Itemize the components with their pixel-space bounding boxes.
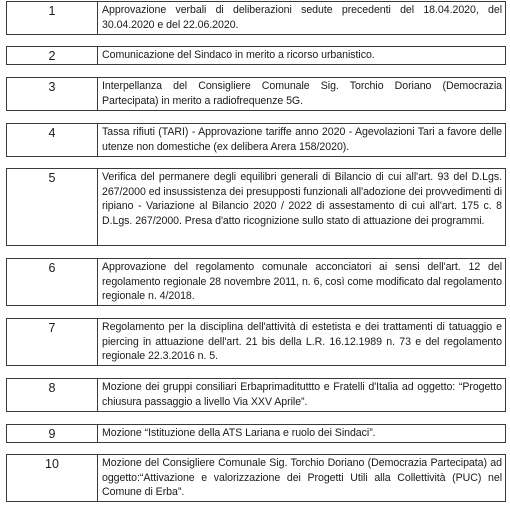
- agenda-item-text: Regolamento per la disciplina dell'attività di estetista e dei trattamenti di tatuaggio e piercing in attuazione dell'art. 21 bis della L.R. 16.12.1989 n. 73 e del regolamento regionale 22.3.2016 n. 5.: [102, 321, 502, 362]
- agenda-item-number: 4: [7, 124, 98, 156]
- agenda-item-text: Verifica del permanere degli equilibri generali di Bilancio di cui all'art. 93 del D.Lgs. 267/2000 ed insussistenza dei presupposti funzionali all'adozione dei provvedimenti di ripiano - Variazione al Bilancio 2020 / 2022 di assestamento di cui all'art. 175 c. 8 D.Lgs. 267/2000. Presa d'atto ricognizione sullo stato di attuazione dei programmi.: [102, 171, 502, 227]
- agenda-item-number: 1: [7, 2, 98, 34]
- agenda-item-6: [6, 258, 506, 306]
- agenda-item-1: [6, 1, 506, 35]
- agenda-item-text: Approvazione del regolamento comunale acconciatori ai sensi dell'art. 12 del regolamento regionale 28 novembre 2011, n. 6, così come modificato dal regolamento regionale n. 4/2018.: [102, 261, 502, 302]
- agenda-item-text: Interpellanza del Consigliere Comunale Sig. Torchio Doriano (Democrazia Partecipata) in merito a radiofrequenze 5G.: [102, 80, 502, 107]
- agenda-item-number: 3: [7, 78, 98, 110]
- agenda-item-3: [6, 77, 506, 111]
- agenda-item-text: Mozione “Istituzione della ATS Lariana e ruolo dei Sindaci”.: [102, 427, 376, 439]
- agenda-item-7: [6, 318, 506, 366]
- agenda-item-4: [6, 123, 506, 157]
- agenda-item-5: [6, 168, 506, 246]
- agenda-item-8: [6, 378, 506, 412]
- agenda-list: [6, 0, 506, 502]
- agenda-item-number: 8: [7, 379, 98, 411]
- agenda-item-text: Tassa rifiuti (TARI) - Approvazione tariffe anno 2020 - Agevolazioni Tari a favore delle utenze non domestiche (ex delibera Arera 158/2020).: [102, 126, 502, 153]
- agenda-item-number: 6: [7, 259, 98, 305]
- agenda-item-text: Approvazione verbali di deliberazioni sedute precedenti del 18.04.2020, del 30.04.2020 e del 22.06.2020.: [102, 4, 502, 31]
- agenda-item-number: 7: [7, 319, 98, 365]
- agenda-item-number: 9: [7, 425, 98, 442]
- agenda-item-10: [6, 454, 506, 502]
- agenda-item-text: Mozione dei gruppi consiliari Erbaprimadituttto e Fratelli d'Italia ad oggetto: “Progetto chiusura passaggio a livello Via XXV Aprile”.: [102, 381, 502, 408]
- agenda-item-text: Mozione del Consigliere Comunale Sig. Torchio Doriano (Democrazia Partecipata) ad oggetto:“Attivazione e valorizzazione dei Progetti Utili alla Collettività (PUC) nel Comune di Erba”.: [102, 457, 502, 498]
- agenda-item-number: 10: [7, 455, 98, 501]
- agenda-item-2: [6, 46, 506, 65]
- agenda-item-9: [6, 424, 506, 443]
- agenda-item-number: 5: [7, 169, 98, 245]
- agenda-item-number: 2: [7, 47, 98, 64]
- agenda-item-text: Comunicazione del Sindaco in merito a ricorso urbanistico.: [102, 49, 375, 61]
